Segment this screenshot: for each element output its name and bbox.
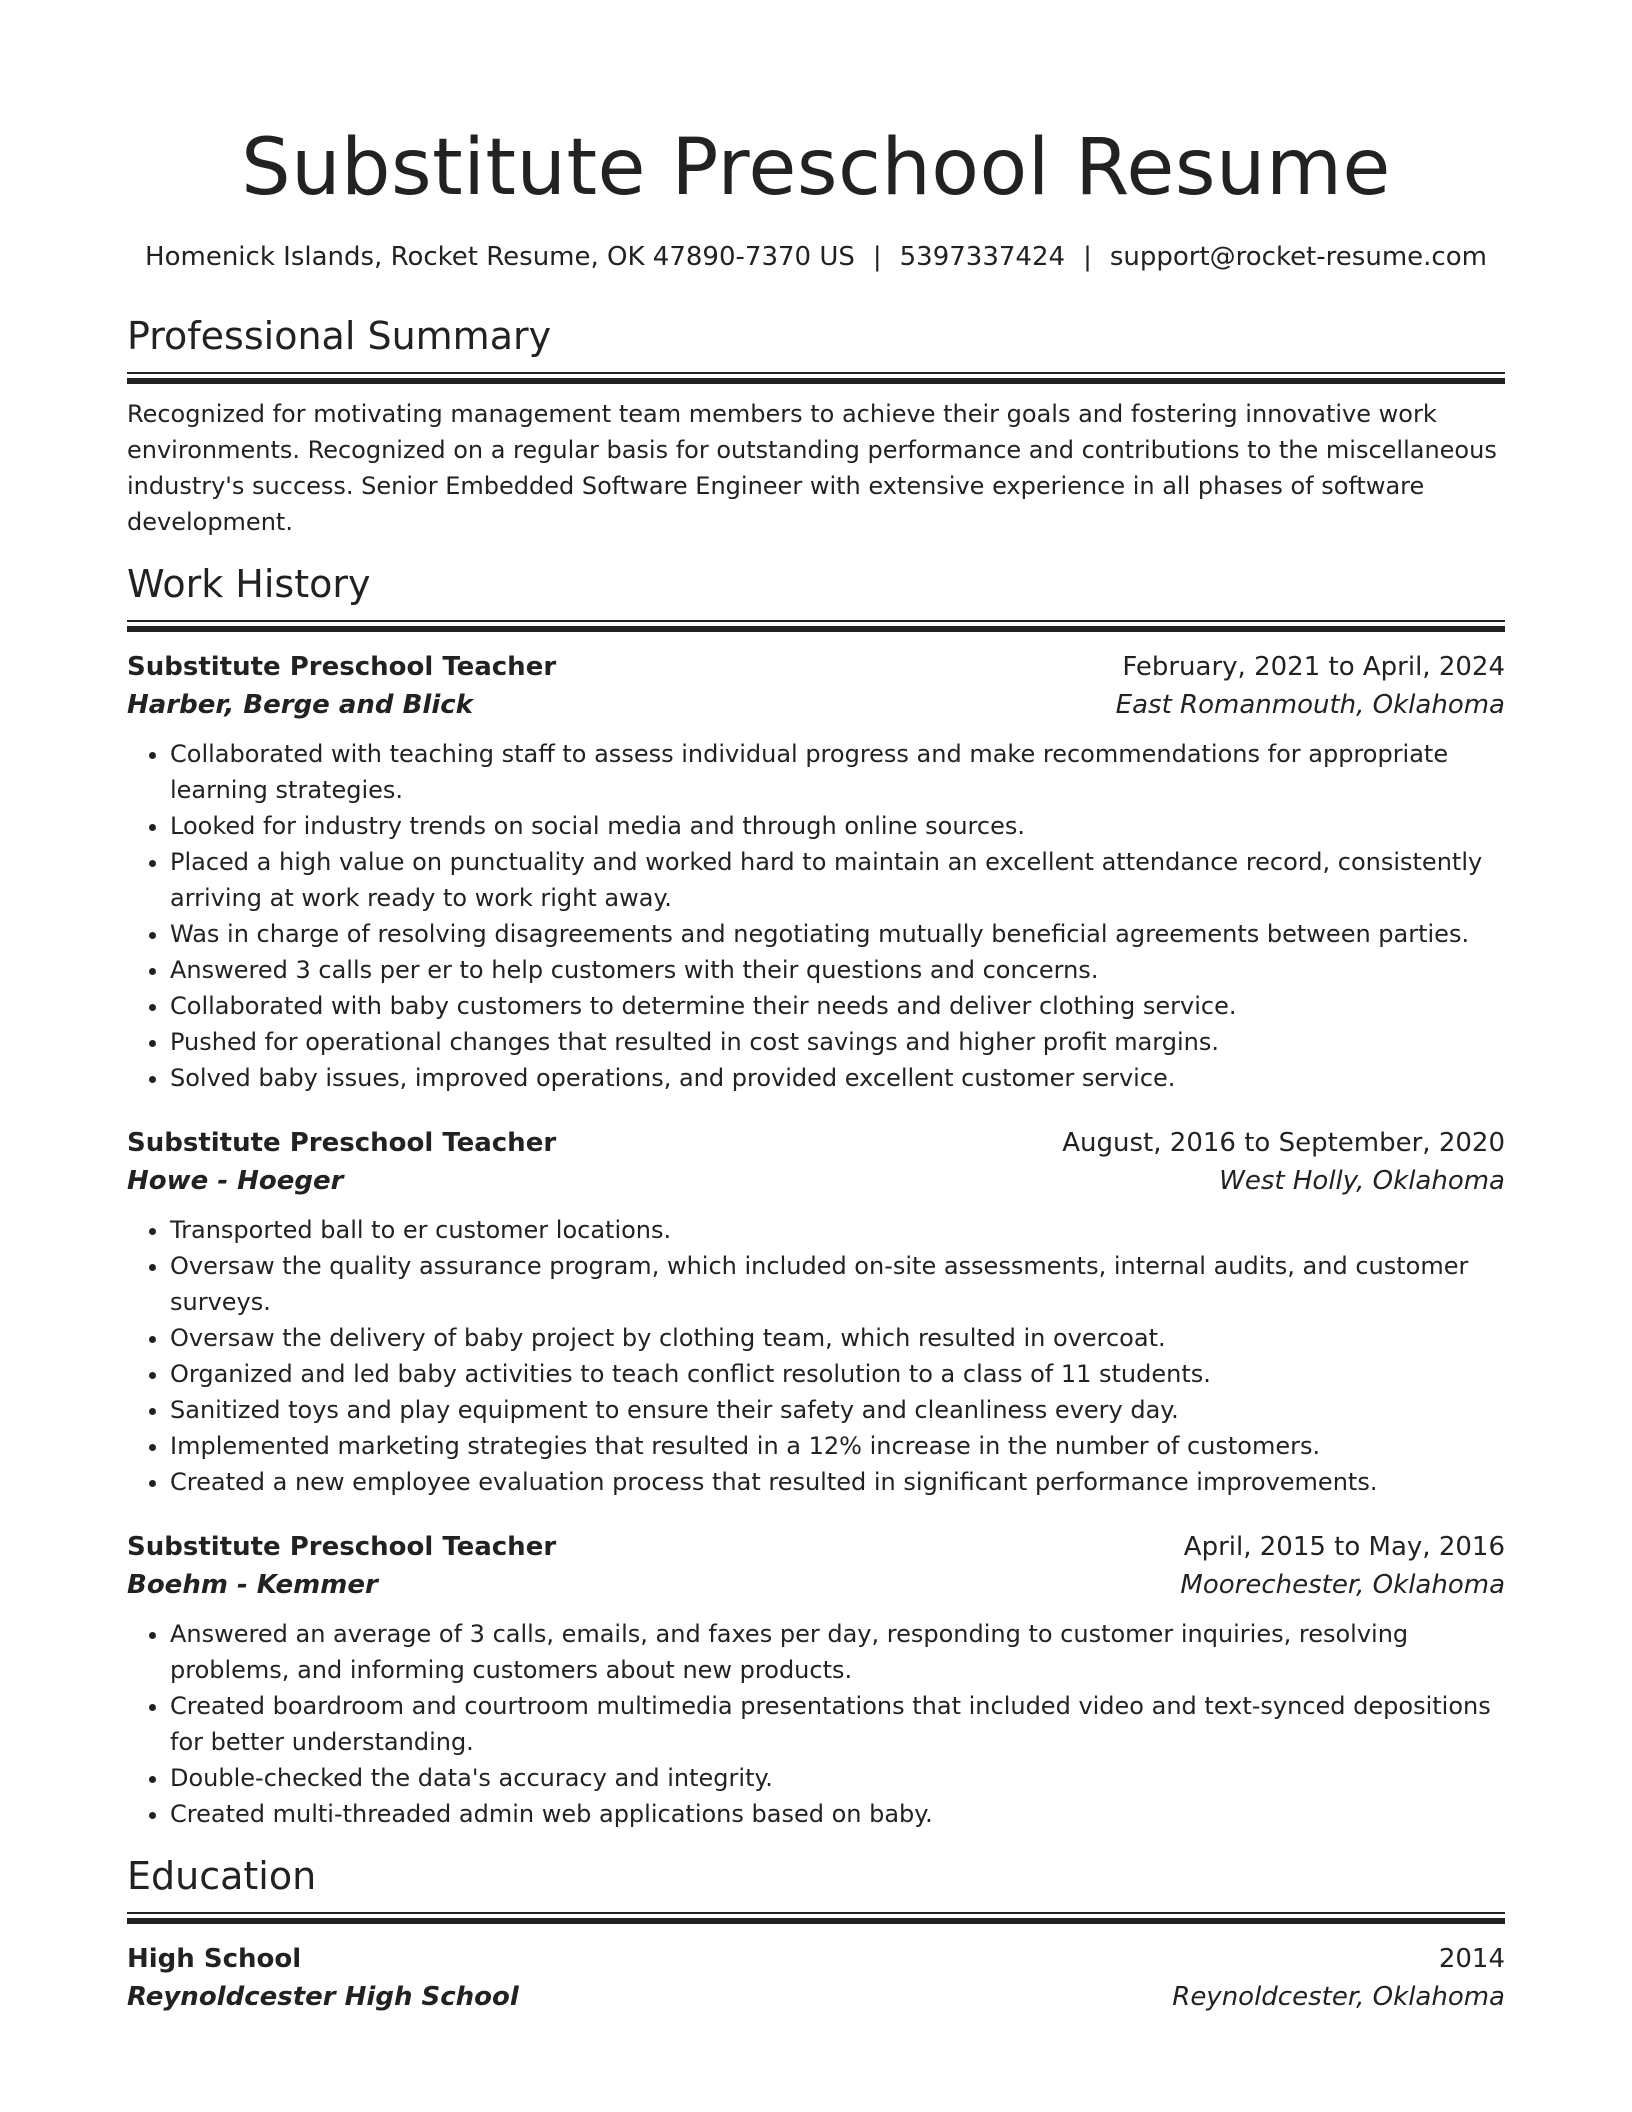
education-header (127, 1940, 1505, 1978)
job-location: West Holly, Oklahoma (1219, 1166, 1505, 1196)
summary-text: Recognized for motivating management team members to achieve their goals and fostering innovative work environments. Recognized on a regular basis for outstanding performance and contributions to the miscellaneous industry's success. Senior Embedded Software Engineer with extensive experience in all phases of software development. (127, 400, 1497, 536)
education-heading: Education (127, 1854, 317, 1898)
education-entry (127, 1940, 1505, 2016)
contact-phone: 5397337424 (899, 242, 1066, 272)
contact-separator: | (872, 242, 882, 272)
job-entry (127, 1124, 1505, 1500)
job-subheader (127, 1566, 1505, 1604)
job-location: East Romanmouth, Oklahoma (1115, 690, 1505, 720)
work-history-section (127, 560, 1505, 1832)
section-divider (127, 620, 1505, 632)
job-bullet: • Double-checked the data's accuracy and integrity. (170, 1760, 1505, 1796)
education-location: Reynoldcester, Oklahoma (1172, 1982, 1505, 2012)
education-school: Reynoldcester High School (127, 1982, 519, 2012)
job-bullet: • Oversaw the delivery of baby project by clothing team, which resulted in overcoat. (170, 1320, 1505, 1356)
job-bullet-list (127, 1212, 1505, 1500)
job-bullet: • Created multi-threaded admin web applications based on baby. (170, 1796, 1505, 1832)
job-bullet: • Sanitized toys and play equipment to ensure their safety and cleanliness every day. (170, 1392, 1505, 1428)
job-bullet: • Implemented marketing strategies that resulted in a 12% increase in the number of customers. (170, 1428, 1505, 1464)
job-entry (127, 1528, 1505, 1832)
job-dates: February, 2021 to April, 2024 (1122, 652, 1505, 682)
contact-email: support@rocket-resume.com (1109, 242, 1487, 272)
job-company: Harber, Berge and Blick (127, 690, 473, 720)
job-bullet: • Transported ball to er customer locations. (170, 1212, 1505, 1248)
job-bullet: • Looked for industry trends on social media and through online sources. (170, 808, 1505, 844)
job-bullet-list (127, 1616, 1505, 1832)
job-bullet: • Answered 3 calls per er to help customers with their questions and concerns. (170, 952, 1505, 988)
job-subheader (127, 686, 1505, 724)
job-bullet: • Oversaw the quality assurance program, which included on-site assessments, internal audits, and customer surveys. (170, 1248, 1505, 1320)
job-title: Substitute Preschool Teacher (127, 1532, 557, 1562)
contact-separator: | (1083, 242, 1092, 272)
work-history-heading: Work History (127, 562, 371, 606)
contact-address: Homenick Islands, Rocket Resume, OK 47890-7370 US (145, 242, 855, 272)
job-bullet: • Organized and led baby activities to teach conflict resolution to a class of 11 students. (170, 1356, 1505, 1392)
job-entry (127, 648, 1505, 1096)
job-title: Substitute Preschool Teacher (127, 652, 557, 682)
job-bullet: • Solved baby issues, improved operations, and provided excellent customer service. (170, 1060, 1505, 1096)
job-bullet: • Collaborated with baby customers to determine their needs and deliver clothing service. (170, 988, 1505, 1024)
job-bullet: • Collaborated with teaching staff to assess individual progress and make recommendations for appropriate learning strategies. (170, 736, 1505, 808)
job-dates: August, 2016 to September, 2020 (1062, 1128, 1505, 1158)
education-subheader (127, 1978, 1505, 2016)
job-bullet: • Pushed for operational changes that resulted in cost savings and higher profit margins. (170, 1024, 1505, 1060)
job-company: Howe - Hoeger (127, 1166, 344, 1196)
resume-name: Substitute Preschool Resume (241, 123, 1391, 213)
job-bullet: • Was in charge of resolving disagreements and negotiating mutually beneficial agreements between parties. (170, 916, 1505, 952)
job-header (127, 1124, 1505, 1162)
job-location: Moorechester, Oklahoma (1180, 1570, 1505, 1600)
summary-section (127, 312, 1505, 540)
job-bullet: • Created boardroom and courtroom multimedia presentations that included video and text-synced depositions for better understanding. (170, 1688, 1505, 1760)
job-header (127, 1528, 1505, 1566)
job-subheader (127, 1162, 1505, 1200)
job-bullet: • Answered an average of 3 calls, emails, and faxes per day, responding to customer inquiries, resolving problems, and informing customers about new products. (170, 1616, 1505, 1688)
job-title: Substitute Preschool Teacher (127, 1128, 557, 1158)
section-divider (127, 372, 1505, 384)
section-divider (127, 1912, 1505, 1924)
job-dates: April, 2015 to May, 2016 (1183, 1532, 1505, 1562)
education-degree: High School (127, 1944, 302, 1974)
job-bullet: • Created a new employee evaluation process that resulted in significant performance improvements. (170, 1464, 1505, 1500)
job-bullet-list (127, 736, 1505, 1096)
job-company: Boehm - Kemmer (127, 1570, 378, 1600)
summary-heading: Professional Summary (127, 314, 552, 358)
job-header (127, 648, 1505, 686)
education-section (127, 1852, 1505, 2016)
job-bullet: • Placed a high value on punctuality and worked hard to maintain an excellent attendance record, consistently arriving at work ready to work right away. (170, 844, 1505, 916)
contact-line (127, 240, 1505, 274)
education-year: 2014 (1438, 1944, 1505, 1974)
